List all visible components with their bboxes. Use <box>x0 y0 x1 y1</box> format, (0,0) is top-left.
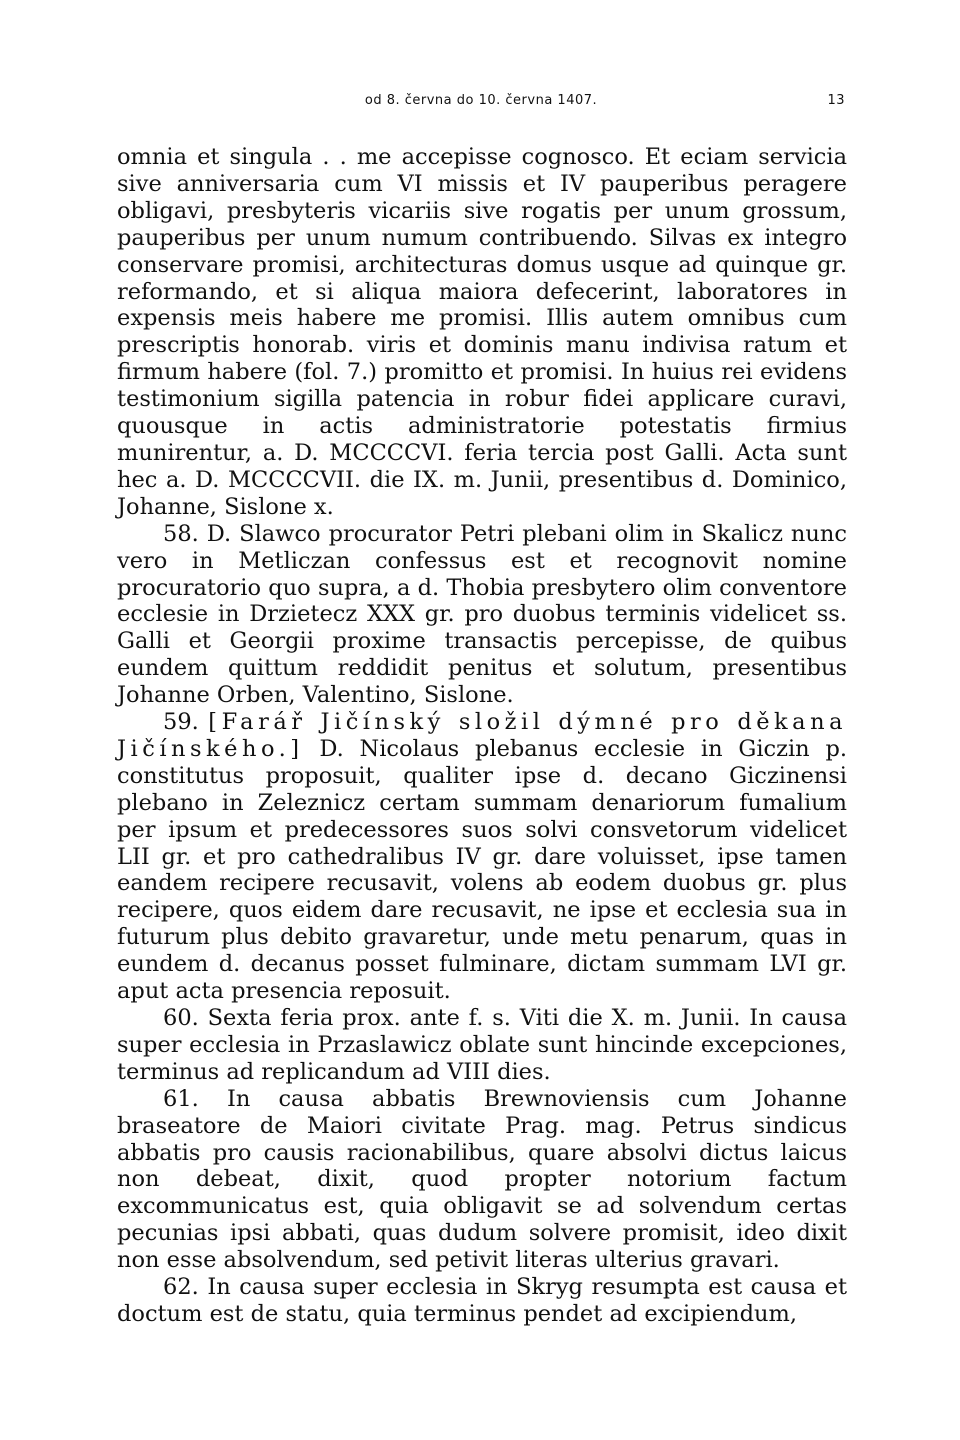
paragraph-number: 58. <box>163 520 199 547</box>
paragraph-text: omnia et singula . . me accepisse cognosco. Et eciam servicia sive anniversaria cum VI missis et IV pauperibus peragere obligavi, presbyteris vicariis sive rogatis per unum grossum, pauperibus per unum numum contribuendo. Silvas ex integro conservare promisi, architecturas domus usque ad quinque gr. reformando, et si aliqua maiora defecerint, laboratores in expensis meis habere me promisi. Illis autem omnibus cum prescriptis honorab. viris et dominis manu indivisa ratum et firmum habere (fol. 7.) promitto et promisi. In huius rei evidens testimonium sigilla patencia in robur fidei applicare curavi, quousque in actis administratorie potestatis firmius munirentur, a. D. MCCCCVI. feria tercia post Galli. Acta sunt hec a. D. MCCCCVII. die IX. m. Junii, presentibus d. Dominico, Johanne, Sislone x. <box>117 144 847 520</box>
paragraph-61 <box>117 1086 847 1274</box>
paragraph-number: 61. <box>163 1085 199 1112</box>
paragraph-continued <box>117 144 847 521</box>
paragraph-text: In causa abbatis Brewnoviensis cum Johanne braseatore de Maiori civitate Prag. mag. Petrus sindicus abbatis pro causis racionabilibus, quare absolvi dictus laicus non debeat, dixit, quod propter notorium factum excommunicatus est, quia obligavit se ad solvendum certas pecunias ipsi abbati, quas dudum solvere promisit, ideo dixit non esse absolvendum, sed petivit literas ulterius gravari. <box>117 1085 847 1274</box>
paragraph-text: D. Nicolaus plebanus ecclesie in Giczin p. constitutus proposuit, qualiter ipse d. decano Giczinensi plebano in Zeleznicz certam summam denariorum fumalium per ipsum et predecessores suos solvi consvetorum videlicet LII gr. et pro cathedralibus IV gr. dare voluisset, ipse tamen eandem recipere recusavit, volens ab eodem duobus gr. plus recipere, quos eidem dare recusavit, ne ipse et ecclesia sua in futurum plus debito gravaretur, unde metu penarum, quas in eundem d. decanus posset fulminare, dictam summam LVI gr. aput acta presencia reposuit. <box>117 735 847 1005</box>
running-head <box>117 93 845 115</box>
paragraph-62 <box>117 1274 847 1328</box>
body-text <box>117 144 847 1328</box>
paragraph-58 <box>117 521 847 709</box>
paragraph-text: Sexta feria prox. ante f. s. Viti die X. m. Junii. In causa super ecclesia in Przaslawicz oblate sunt hincinde excepciones, terminus ad replicandum ad VIII dies. <box>117 1005 847 1085</box>
paragraph-60 <box>117 1005 847 1086</box>
paragraph-number: 62. <box>163 1274 199 1301</box>
paragraph-number: 60. <box>163 1005 199 1031</box>
running-title: od 8. června do 10. června 1407. <box>364 93 598 108</box>
paragraph-text: D. Slawco procurator Petri plebani olim in Skalicz nunc vero in Metliczan confessus est et recognovit nomine procuratorio quo supra, a d. Thobia presbytero olim conventore ecclesie in Drzietecz XXX gr. pro duobus terminis videlicet ss. Galli et Georgii proxime transactis percepisse, de quibus eundem quittum reddidit penitus et solutum, presentibus Johanne Orben, Valentino, Sislone. <box>117 520 847 709</box>
paragraph-heading: [Farář Jičínský složil dýmné pro děkana Jičínského.] <box>117 709 848 762</box>
page-number: 13 <box>827 93 845 108</box>
paragraph-59 <box>117 709 847 1005</box>
paragraph-text: In causa super ecclesia in Skryg resumpta est causa et doctum est de statu, quia terminus pendet ad excipiendum, <box>117 1274 847 1327</box>
paragraph-number: 59. <box>163 709 199 736</box>
